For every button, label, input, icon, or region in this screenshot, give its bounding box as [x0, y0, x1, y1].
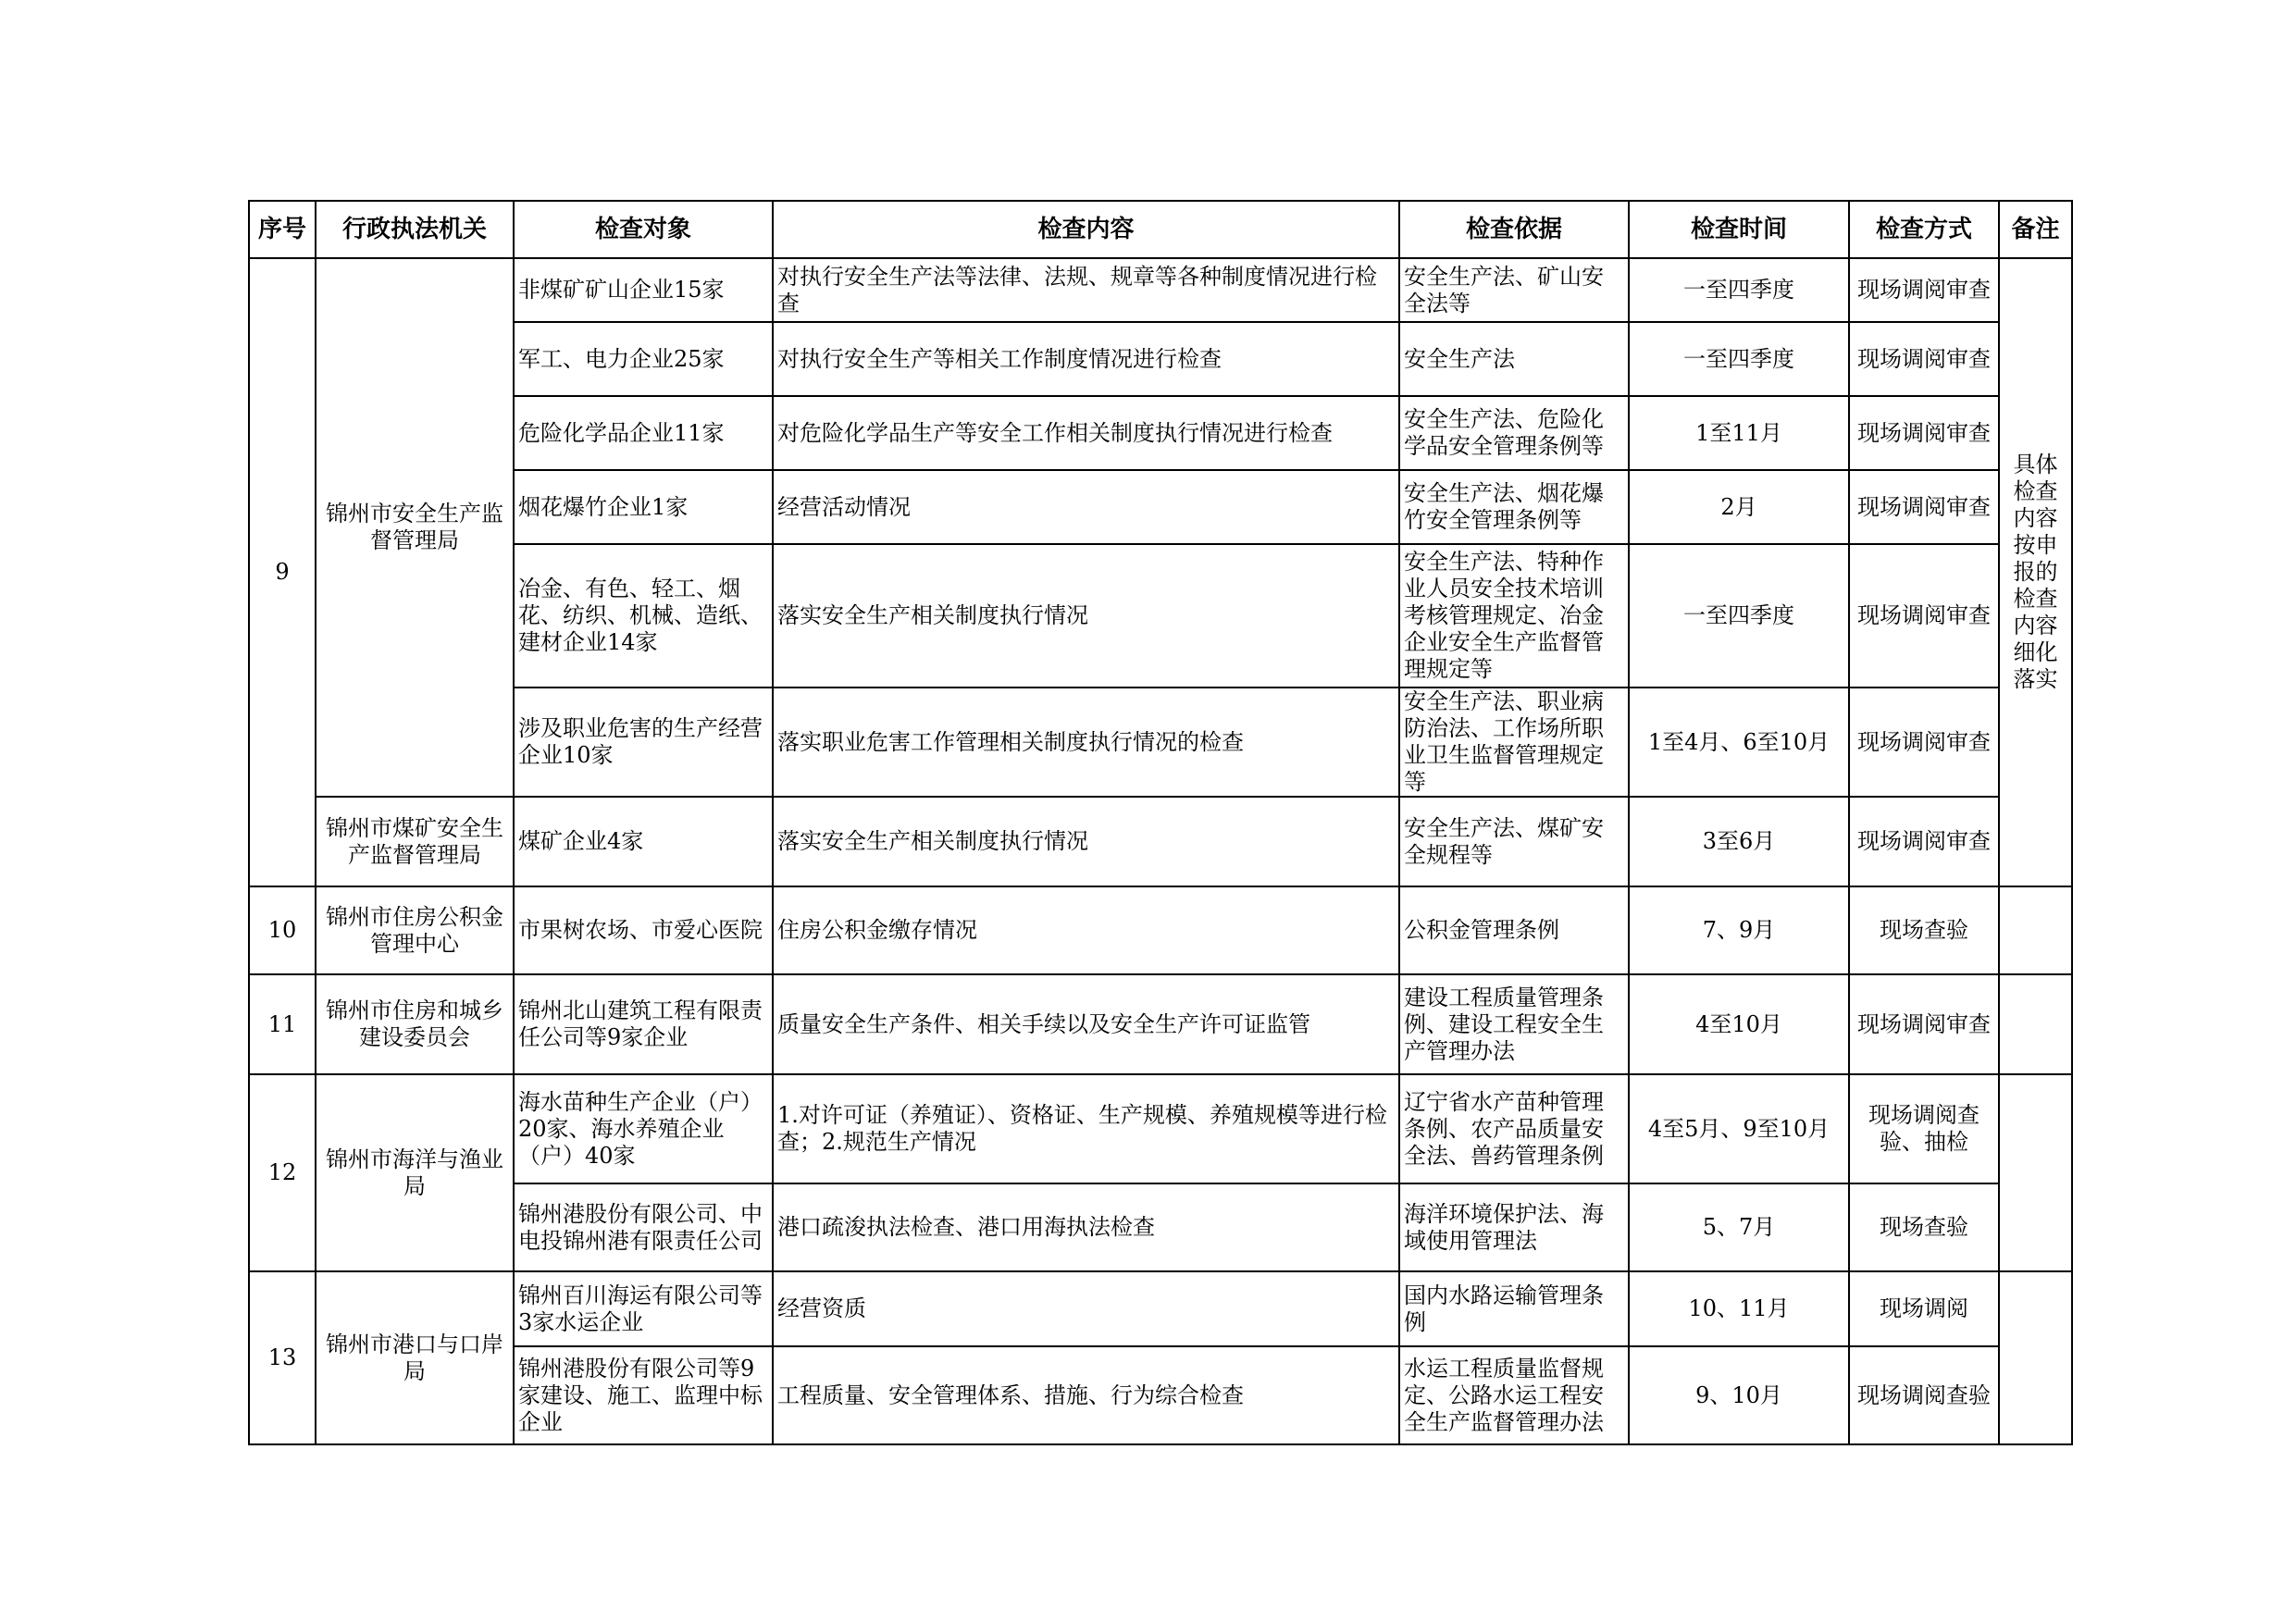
table-row [249, 1074, 2072, 1183]
content-cell: 质量安全生产条件、相关手续以及安全生产许可证监管 [773, 974, 1399, 1074]
time-cell: 1至11月 [1629, 396, 1849, 470]
content-cell: 工程质量、安全管理体系、措施、行为综合检查 [773, 1346, 1399, 1444]
agency-cell: 锦州市港口与口岸局 [316, 1271, 514, 1444]
basis-cell: 建设工程质量管理条例、建设工程安全生产管理办法 [1399, 974, 1629, 1074]
object-cell: 锦州港股份有限公司、中电投锦州港有限责任公司 [514, 1183, 773, 1271]
basis-cell: 安全生产法、矿山安全法等 [1399, 258, 1629, 322]
method-cell: 现场调阅查验 [1849, 1346, 1999, 1444]
basis-cell: 安全生产法、烟花爆竹安全管理条例等 [1399, 470, 1629, 544]
time-cell: 2月 [1629, 470, 1849, 544]
remark-cell [1999, 974, 2072, 1074]
object-cell: 冶金、有色、轻工、烟花、纺织、机械、造纸、建材企业14家 [514, 544, 773, 688]
header-time: 检查时间 [1629, 201, 1849, 258]
method-cell: 现场调阅审查 [1849, 322, 1999, 396]
agency-cell: 锦州市住房公积金管理中心 [316, 886, 514, 974]
basis-cell: 安全生产法 [1399, 322, 1629, 396]
object-cell: 海水苗种生产企业（户）20家、海水养殖企业（户）40家 [514, 1074, 773, 1183]
time-cell: 一至四季度 [1629, 258, 1849, 322]
content-cell: 对危险化学品生产等安全工作相关制度执行情况进行检查 [773, 396, 1399, 470]
time-cell: 1至4月、6至10月 [1629, 688, 1849, 797]
method-cell: 现场调阅审查 [1849, 974, 1999, 1074]
header-object: 检查对象 [514, 201, 773, 258]
seq-cell: 10 [249, 886, 316, 974]
time-cell: 9、10月 [1629, 1346, 1849, 1444]
seq-cell: 11 [249, 974, 316, 1074]
object-cell: 锦州港股份有限公司等9家建设、施工、监理中标企业 [514, 1346, 773, 1444]
header-content: 检查内容 [773, 201, 1399, 258]
table-row [249, 688, 2072, 797]
header-seq: 序号 [249, 201, 316, 258]
table-row [249, 886, 2072, 974]
content-cell: 港口疏浚执法检查、港口用海执法检查 [773, 1183, 1399, 1271]
content-cell: 住房公积金缴存情况 [773, 886, 1399, 974]
header-remark: 备注 [1999, 201, 2072, 258]
time-cell: 一至四季度 [1629, 544, 1849, 688]
inspection-plan-table [248, 200, 2073, 1445]
table-row [249, 1183, 2072, 1271]
agency-cell: 锦州市安全生产监督管理局 [316, 258, 514, 797]
seq-cell: 13 [249, 1271, 316, 1444]
method-cell: 现场查验 [1849, 886, 1999, 974]
remark-cell [1999, 1271, 2072, 1444]
time-cell: 10、11月 [1629, 1271, 1849, 1346]
content-cell: 经营活动情况 [773, 470, 1399, 544]
remark-cell: 具体检查内容按申报的检查内容细化落实 [1999, 258, 2072, 886]
content-cell: 对执行安全生产等相关工作制度情况进行检查 [773, 322, 1399, 396]
method-cell: 现场调阅审查 [1849, 258, 1999, 322]
method-cell: 现场调阅审查 [1849, 396, 1999, 470]
basis-cell: 安全生产法、职业病防治法、工作场所职业卫生监督管理规定等 [1399, 688, 1629, 797]
method-cell: 现场查验 [1849, 1183, 1999, 1271]
agency-cell: 锦州市煤矿安全生产监督管理局 [316, 797, 514, 886]
time-cell: 3至6月 [1629, 797, 1849, 886]
time-cell: 4至5月、9至10月 [1629, 1074, 1849, 1183]
method-cell: 现场调阅审查 [1849, 688, 1999, 797]
basis-cell: 公积金管理条例 [1399, 886, 1629, 974]
seq-cell: 9 [249, 258, 316, 886]
header-method: 检查方式 [1849, 201, 1999, 258]
basis-cell: 安全生产法、特种作业人员安全技术培训考核管理规定、冶金企业安全生产监督管理规定等 [1399, 544, 1629, 688]
remark-cell [1999, 886, 2072, 974]
content-cell: 落实安全生产相关制度执行情况 [773, 544, 1399, 688]
time-cell: 5、7月 [1629, 1183, 1849, 1271]
basis-cell: 安全生产法、煤矿安全规程等 [1399, 797, 1629, 886]
table-row [249, 396, 2072, 470]
content-cell: 落实安全生产相关制度执行情况 [773, 797, 1399, 886]
time-cell: 一至四季度 [1629, 322, 1849, 396]
table-row [249, 470, 2072, 544]
table-row [249, 1271, 2072, 1346]
object-cell: 危险化学品企业11家 [514, 396, 773, 470]
basis-cell: 国内水路运输管理条例 [1399, 1271, 1629, 1346]
content-cell: 落实职业危害工作管理相关制度执行情况的检查 [773, 688, 1399, 797]
header-agency: 行政执法机关 [316, 201, 514, 258]
object-cell: 涉及职业危害的生产经营企业10家 [514, 688, 773, 797]
object-cell: 非煤矿矿山企业15家 [514, 258, 773, 322]
header-row [249, 201, 2072, 258]
method-cell: 现场调阅查验、抽检 [1849, 1074, 1999, 1183]
table-row [249, 974, 2072, 1074]
basis-cell: 海洋环境保护法、海域使用管理法 [1399, 1183, 1629, 1271]
object-cell: 锦州北山建筑工程有限责任公司等9家企业 [514, 974, 773, 1074]
object-cell: 市果树农场、市爱心医院 [514, 886, 773, 974]
basis-cell: 水运工程质量监督规定、公路水运工程安全生产监督管理办法 [1399, 1346, 1629, 1444]
time-cell: 4至10月 [1629, 974, 1849, 1074]
basis-cell: 安全生产法、危险化学品安全管理条例等 [1399, 396, 1629, 470]
object-cell: 烟花爆竹企业1家 [514, 470, 773, 544]
table-row [249, 1346, 2072, 1444]
table-row [249, 797, 2072, 886]
method-cell: 现场调阅审查 [1849, 470, 1999, 544]
agency-cell: 锦州市海洋与渔业局 [316, 1074, 514, 1271]
method-cell: 现场调阅审查 [1849, 544, 1999, 688]
object-cell: 锦州百川海运有限公司等3家水运企业 [514, 1271, 773, 1346]
content-cell: 1.对许可证（养殖证）、资格证、生产规模、养殖规模等进行检查；2.规范生产情况 [773, 1074, 1399, 1183]
method-cell: 现场调阅 [1849, 1271, 1999, 1346]
header-basis: 检查依据 [1399, 201, 1629, 258]
method-cell: 现场调阅审查 [1849, 797, 1999, 886]
basis-cell: 辽宁省水产苗种管理条例、农产品质量安全法、兽药管理条例 [1399, 1074, 1629, 1183]
table-row [249, 258, 2072, 322]
time-cell: 7、9月 [1629, 886, 1849, 974]
table-row [249, 322, 2072, 396]
remark-cell [1999, 1074, 2072, 1271]
content-cell: 经营资质 [773, 1271, 1399, 1346]
agency-cell: 锦州市住房和城乡建设委员会 [316, 974, 514, 1074]
object-cell: 煤矿企业4家 [514, 797, 773, 886]
seq-cell: 12 [249, 1074, 316, 1271]
table-row [249, 544, 2072, 688]
content-cell: 对执行安全生产法等法律、法规、规章等各种制度情况进行检查 [773, 258, 1399, 322]
object-cell: 军工、电力企业25家 [514, 322, 773, 396]
